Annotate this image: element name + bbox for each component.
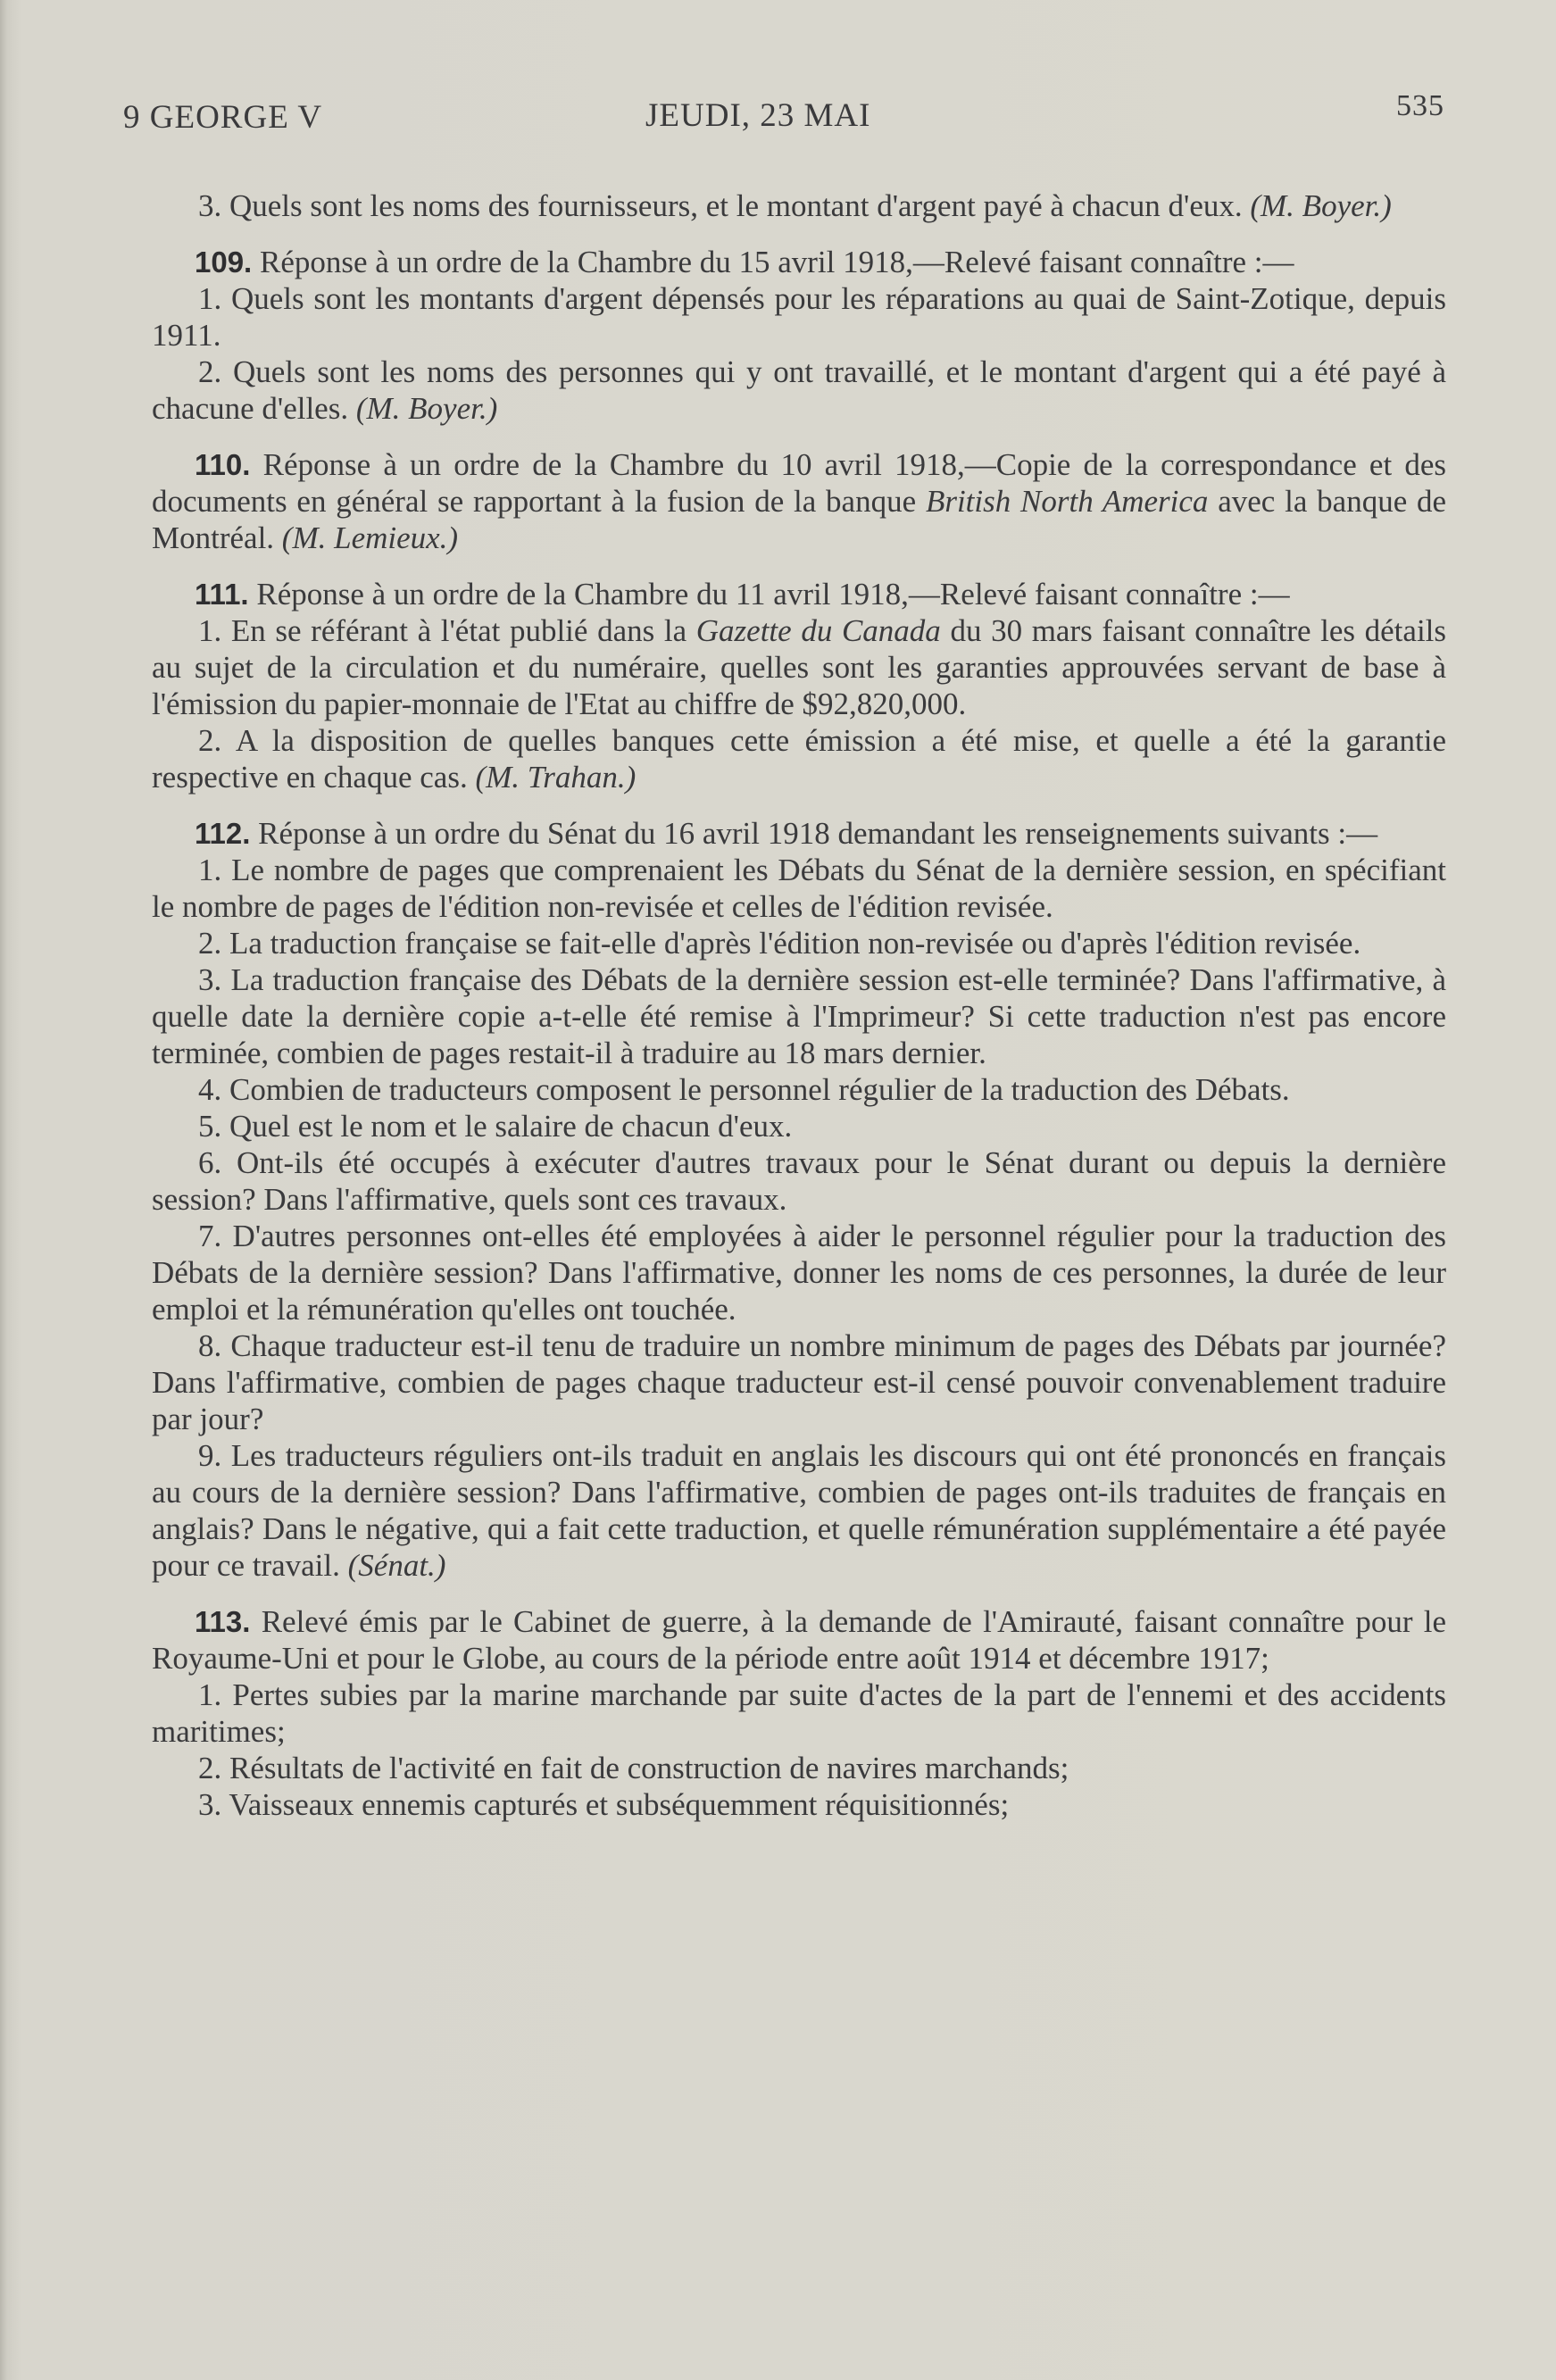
- entry-112: [152, 815, 1446, 1584]
- author-ref: (Sénat.): [347, 1548, 446, 1583]
- entry-111: [152, 576, 1446, 795]
- question-paragraph: 3. Quels sont les noms des fournisseurs, et le montant d'argent payé à chacun d'eux. (M. Boyer.): [198, 188, 1392, 223]
- entry-109: [152, 244, 1446, 427]
- question-paragraph: 2. Résultats de l'activité en fait de construction de navires marchands;: [198, 1751, 1069, 1785]
- question-paragraph: 3. Vaisseaux ennemis capturés et subséquemment réquisitionnés;: [198, 1787, 1010, 1822]
- entry-intro: 110. Réponse à un ordre de la Chambre du 10 avril 1918,—Copie de la correspondance et des documents en général se rapportant à la fusion de la banque British North America avec la banque de Montréal. (M. Lemieux.): [152, 447, 1447, 555]
- question-paragraph: 2. A la disposition de quelles banques cette émission a été mise, et quelle a été la garantie respective en chaque cas. (M. Trahan.): [152, 723, 1446, 795]
- entry-intro: 109. Réponse à un ordre de la Chambre du 15 avril 1918,—Relevé faisant connaître :—: [195, 245, 1294, 279]
- author-ref: (M. Boyer.): [355, 391, 498, 426]
- author-ref: (M. Boyer.): [1250, 188, 1392, 223]
- entry-number: 109.: [195, 245, 253, 279]
- question-paragraph: 6. Ont-ils été occupés à exécuter d'autres travaux pour le Sénat durant ou depuis la dernière session? Dans l'affirmative, quels sont ces travaux.: [152, 1145, 1446, 1217]
- question-paragraph: 1. Quels sont les montants d'argent dépensés pour les réparations au quai de Saint-Zotique, depuis 1911.: [152, 281, 1446, 353]
- entry-intro: 113. Relevé émis par le Cabinet de guerre, à la demande de l'Amirauté, faisant connaître pour le Royaume-Uni et pour le Globe, au cours de la période entre août 1914 et décembre 1917;: [152, 1604, 1447, 1676]
- entry-number: 110.: [195, 448, 251, 481]
- question-paragraph: 8. Chaque traducteur est-il tenu de traduire un nombre minimum de pages des Débats par journée? Dans l'affirmative, combien de pages chaque traducteur est-il censé pouvoir convenablement traduire par jour?: [152, 1328, 1446, 1436]
- question-paragraph: 2. Quels sont les noms des personnes qui y ont travaillé, et le montant d'argent qui a été payé à chacune d'elles. (M. Boyer.): [152, 354, 1446, 426]
- header-session: 9 GEORGE V: [123, 99, 323, 136]
- author-ref: (M. Lemieux.): [281, 520, 459, 555]
- question-paragraph: 9. Les traducteurs réguliers ont-ils traduit en anglais les discours qui ont été prononcés en français au cours de la dernière session? Dans l'affirmative, combien de pages ont-ils traduites de français en anglais? Dans le négative, qui a fait cette traduction, et quelle rémunération supplémentaire a été payée pour ce travail. (Sénat.): [152, 1438, 1446, 1583]
- header-date: JEUDI, 23 MAI: [645, 97, 871, 134]
- entry-number: 112.: [195, 817, 251, 850]
- question-paragraph: 3. La traduction française des Débats de la dernière session est-elle terminée? Dans l'affirmative, à quelle date la dernière copie a-t-elle été remise à l'Imprimeur? Si cette traduction n'est pas encore terminée, combien de pages restait-il à traduire au 18 mars dernier.: [152, 962, 1446, 1070]
- entry-number: 111.: [195, 578, 249, 611]
- question-paragraph: 1. Pertes subies par la marine marchande par suite d'actes de la part de l'ennemi et des accidents maritimes;: [152, 1677, 1446, 1749]
- page-header: [123, 89, 1444, 143]
- entry-intro: 112. Réponse à un ordre du Sénat du 16 avril 1918 demandant les renseignements suivants :—: [195, 816, 1378, 851]
- question-paragraph: 1. Le nombre de pages que comprenaient les Débats du Sénat de la dernière session, en spécifiant le nombre de pages de l'édition non-revisée et celles de l'édition revisée.: [152, 853, 1446, 924]
- document-body: [152, 187, 1446, 1843]
- page-number: 535: [1396, 89, 1444, 122]
- entry-110: [152, 446, 1446, 556]
- entry-113: [152, 1603, 1446, 1823]
- entry-108-continued: [152, 187, 1446, 224]
- question-paragraph: 4. Combien de traducteurs composent le personnel régulier de la traduction des Débats.: [198, 1072, 1290, 1107]
- question-paragraph: 7. D'autres personnes ont-elles été employées à aider le personnel régulier pour la traduction des Débats de la dernière session? Dans l'affirmative, donner les noms de ces personnes, la durée de leur emploi et la rémunération qu'elles ont touchée.: [152, 1219, 1446, 1327]
- question-paragraph: 1. En se référant à l'état publié dans la Gazette du Canada du 30 mars faisant connaître les détails au sujet de la circulation et du numéraire, quelles sont les garanties approuvées servant de base à l'émission du papier-monnaie de l'Etat au chiffre de $92,820,000.: [152, 613, 1447, 721]
- question-paragraph: 2. La traduction française se fait-elle d'après l'édition non-revisée ou d'après l'édition revisée.: [198, 926, 1361, 961]
- question-paragraph: 5. Quel est le nom et le salaire de chacun d'eux.: [198, 1109, 793, 1144]
- entry-intro: 111. Réponse à un ordre de la Chambre du 11 avril 1918,—Relevé faisant connaître :—: [195, 577, 1290, 612]
- author-ref: (M. Trahan.): [475, 760, 637, 795]
- entry-number: 113.: [195, 1605, 251, 1638]
